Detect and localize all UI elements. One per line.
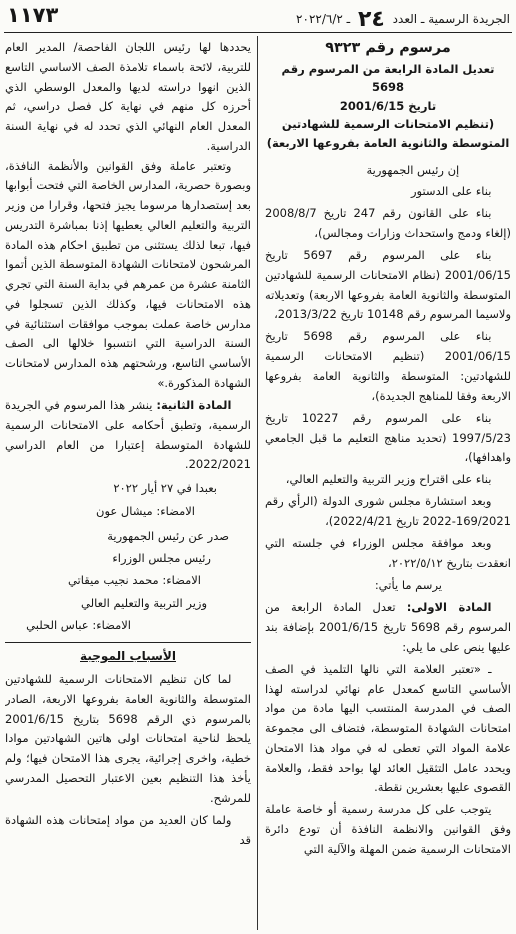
decree-title-line: (تنظيم الامتحانات الرسمية للشهادتين <box>281 117 495 132</box>
enacting-clause: يرسم ما يأتي: <box>374 578 442 593</box>
decree-title-line: تاريخ 2001/6/15 <box>339 98 437 113</box>
page-number: ١١٧٣ <box>7 3 59 27</box>
place-and-date: بعبدا في ٢٧ أيار ٢٠٢٢ <box>113 481 217 496</box>
left-column <box>5 38 251 930</box>
added-clause-paragraph: ـ «تعتبر العلامة التي نالها التلميذ في الصف الأساسي التاسع كمعدل عام نهائي لدراسته لهذا الصف في المدرسة المنتسب اليها مادة من مواد امتحانات الشهادة المتوسطة، فتضاف الى مجموعة علامة المواد التي تعطى له في مواد هذا الامتحان ويحدد عامل التثقيل العائد لها بواحد فقط، والعلامة القصوى عليها بعشرين نقطة. <box>265 661 511 795</box>
recital: وبعد موافقة مجلس الوزراء في جلسته التي انعقدت بتاريخ ٢٠٢٢/٥/١٢، <box>265 536 511 571</box>
issued-by: صدر عن رئيس الجمهورية <box>107 528 229 543</box>
section-divider <box>5 642 251 643</box>
added-clause-paragraph: وتعتبر عاملة وفق القوانين والأنظمة النافذة، وبصورة حصرية، المدارس الخاصة التي فتحت أبوابها بعد إستصدارها مرسوما يجيز فتحها، وقرارا من وزير التربية والتعليم العالي يعطيها إذنا بمباشرة التدريس فيها، تبعا لذلك يستثنى من تطبيق احكام هذه المادة المرشحون لامتحانات الشهادة المتوسطة الذين أتموا الثامنة عشرة من عمرهم في بداية السنة التي تجري هذه الامتحانات فيها، وكذلك الذين تسجلوا في مدارس خاصة عملت بموجب موافقات استثنائية في السنة الدراسية التي انتسبوا خلالها الى الصف الأساسي التاسع، ورشحتهم هذه المدارس لامتحانات الشهادة المذكورة.» <box>5 158 251 391</box>
decree-title-line: تعديل المادة الرابعة من المرسوم رقم 5698 <box>281 61 495 95</box>
decree-title-line: المتوسطة والثانوية العامة بفروعها الاربعة) <box>266 136 510 151</box>
justification-heading: الأسباب الموجبة <box>80 648 176 663</box>
decree-title-block <box>265 38 511 153</box>
added-clause-paragraph-start: يتوجب على كل مدرسة رسمية أو خاصة عاملة وفق القوانين والانظمة النافذة أن تودع دائرة الامتحانات الرسمية ضمن المهلة والآلية التي <box>265 802 511 856</box>
article-2-label: المادة الثانية: <box>156 398 232 413</box>
gazette-running-header <box>296 7 510 32</box>
recital: بناء على القانون رقم 247 تاريخ 2008/8/7 (إلغاء ودمج واستحداث وزارات ومجالس)، <box>265 206 511 241</box>
header-rule <box>4 32 512 33</box>
article-2-text: ينشر هذا المرسوم في الجريدة الرسمية، وتطبق أحكامه على الامتحانات الرسمية للشهادة المتوسطة إعتبارا من العام الدراسي 2022/2021. <box>5 398 251 472</box>
right-column <box>265 38 511 930</box>
prime-minister-title: رئيس مجلس الوزراء <box>112 551 211 565</box>
decree-number: مرسوم رقم ٩٣٢٣ <box>325 40 451 56</box>
added-clause-paragraph-continuation: يحددها لها رئيس اللجان الفاحصة/ المدير العام للتربية، لائحة باسماء تلامذة الصف الاساسي التاسع الذين انهوا دراسته لديها والمعدل الوسطي الذي أحرزه كل منهم في نهاية كل فصل دراسي، ثم المعدل العام النهائي الذي تحدد له في نهاية السنة الدراسية. <box>5 40 251 153</box>
signature-block <box>5 477 251 636</box>
recital: بناء على المرسوم رقم 10227 تاريخ 1997/5/23 (تحديد مناهج التعليم ما قبل الجامعي واهدافها)، <box>265 410 511 465</box>
issue-number: ٢٤ <box>357 7 385 32</box>
decree-issuer: إن رئيس الجمهورية <box>366 162 460 177</box>
recital: وبعد استشارة مجلس شورى الدولة (الرأي رقم 169/2021-2022 تاريخ 2022/4/21)، <box>265 494 511 529</box>
minister-title: وزير التربية والتعليم العالي <box>80 595 207 610</box>
minister-signature: الامضاء: عباس الحلبي <box>26 618 131 633</box>
recital: بناء على اقتراح وزير التربية والتعليم العالي، <box>285 472 492 487</box>
article-1 <box>265 598 511 657</box>
article-1-text: تعدل المادة الرابعة من المرسوم رقم 5698 تاريخ 2001/6/15 بإضافة بند عليها ينص على ما يلي: <box>265 600 511 654</box>
article-2 <box>5 396 251 475</box>
issue-date: ـ ٢٠٢٢/٦/٢ <box>296 12 351 26</box>
recital: بناء على المرسوم رقم 5698 تاريخ 2001/06/15 (تنظيم الامتحانات الرسمية للشهادتين: المتوسطة والثانوية العامة بفروعها الاربعة وفقا للمناهج الجديدة)، <box>265 329 511 403</box>
president-signature: الامضاء: ميشال عون <box>96 503 195 518</box>
recital: بناء على المرسوم رقم 5697 تاريخ 2001/06/15 (نظام الامتحانات الرسمية للشهادتين المتوسطة والثانوية العامة بفروعها الاربعة) وتعديلاته ولاسيما المرسوم رقم 10148 تاريخ 2013/3/22، <box>265 248 511 322</box>
article-1-label: المادة الاولى: <box>406 600 492 615</box>
recital: بناء على الدستور <box>410 184 492 199</box>
prime-minister-signature: الامضاء: محمد نجيب ميقاتي <box>67 573 201 588</box>
gazette-name: الجريدة الرسمية ـ العدد <box>392 12 510 26</box>
justification-paragraph: ولما كان العديد من مواد إمتحانات هذه الشهادة قد <box>5 812 251 847</box>
justification-paragraph: لما كان تنظيم الامتحانات الرسمية للشهادتين المتوسطة والثانوية العامة بفروعها الاربعة، الصادر بالمرسوم ذي الرقم 5698 بتاريخ 2001/6/15 يلحظ لناحية امتحانات اولى هاتين الشهادتين موادا خطية، واخرى إجرائية، يجرى هذا الامتحان فيها؛ ولم يأخذ هذا التنظيم بعين الاعتبار التحصيل المدرسي للمرشح. <box>5 672 251 805</box>
column-divider <box>257 36 258 930</box>
